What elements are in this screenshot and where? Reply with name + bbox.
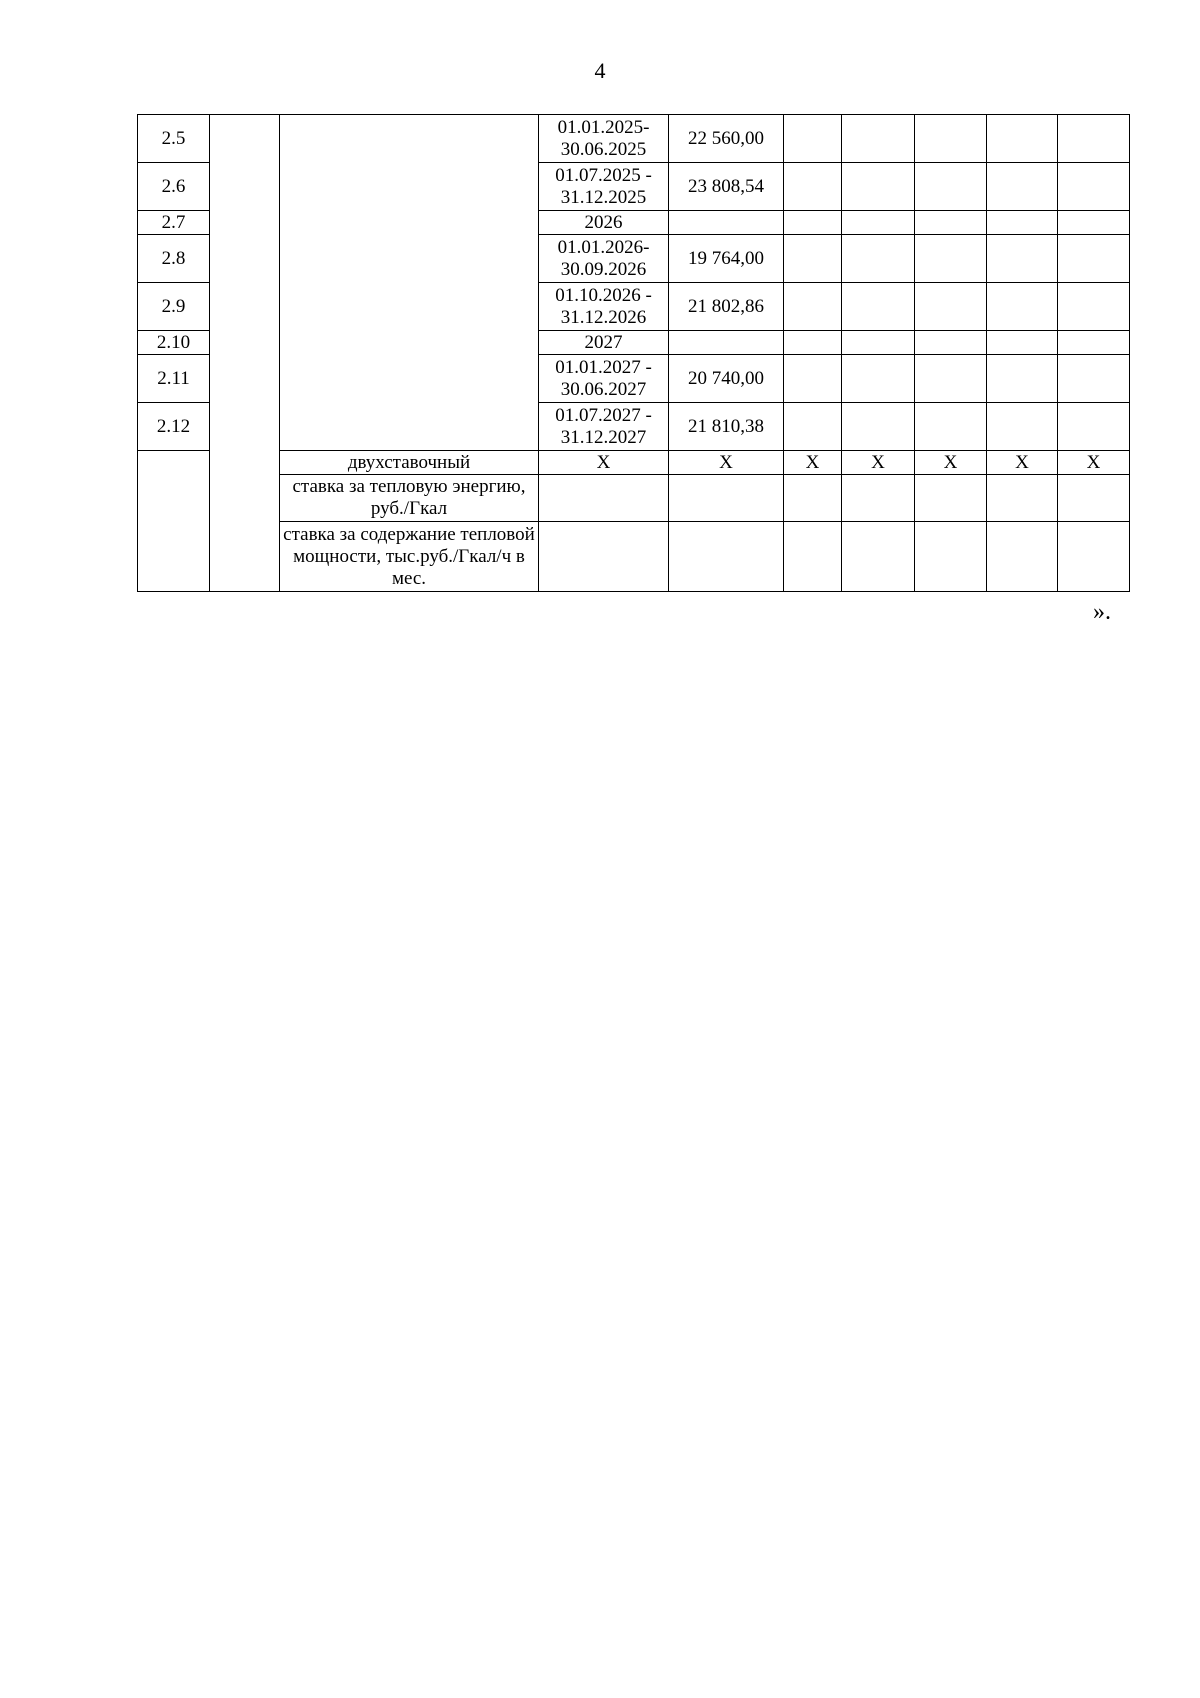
tariff-value: 20 740,00 [669, 355, 784, 403]
x-mark: Х [539, 451, 669, 475]
tariff-table [137, 114, 1130, 592]
row-number: 2.12 [138, 403, 210, 451]
two-rate-label: двухставочный [280, 451, 539, 475]
empty-cell [987, 235, 1058, 283]
empty-cell [915, 475, 987, 522]
empty-cell [784, 522, 842, 592]
empty-cell [784, 331, 842, 355]
row-number: 2.8 [138, 235, 210, 283]
empty-cell [915, 211, 987, 235]
merged-empty-cell [138, 451, 210, 592]
empty-cell [915, 355, 987, 403]
empty-cell [842, 115, 915, 163]
table-row [138, 115, 1130, 163]
row-number: 2.9 [138, 283, 210, 331]
merged-empty-cell [210, 115, 280, 592]
row-number: 2.11 [138, 355, 210, 403]
tariff-value: 23 808,54 [669, 163, 784, 211]
empty-cell [915, 331, 987, 355]
x-mark: Х [987, 451, 1058, 475]
empty-cell [842, 403, 915, 451]
empty-cell [987, 355, 1058, 403]
empty-cell [987, 331, 1058, 355]
two-rate-row [138, 451, 1130, 475]
empty-cell [987, 522, 1058, 592]
empty-cell [842, 355, 915, 403]
row-number: 2.5 [138, 115, 210, 163]
empty-cell [784, 475, 842, 522]
period-cell: 01.07.2027 - 31.12.2027 [539, 403, 669, 451]
closing-quote: ». [1093, 599, 1111, 625]
empty-cell [1058, 475, 1130, 522]
x-mark: Х [784, 451, 842, 475]
empty-cell [784, 115, 842, 163]
row-number: 2.7 [138, 211, 210, 235]
row-number: 2.10 [138, 331, 210, 355]
empty-cell [987, 403, 1058, 451]
empty-cell [1058, 211, 1130, 235]
row-number: 2.6 [138, 163, 210, 211]
period-cell: 01.07.2025 - 31.12.2025 [539, 163, 669, 211]
empty-cell [1058, 355, 1130, 403]
empty-cell [842, 283, 915, 331]
empty-cell [915, 522, 987, 592]
period-cell: 01.10.2026 - 31.12.2026 [539, 283, 669, 331]
period-cell: 2026 [539, 211, 669, 235]
capacity-rate-row [138, 522, 1130, 592]
empty-cell [539, 522, 669, 592]
empty-cell [1058, 235, 1130, 283]
empty-cell [842, 235, 915, 283]
empty-cell [915, 283, 987, 331]
empty-cell [987, 283, 1058, 331]
period-cell: 01.01.2027 - 30.06.2027 [539, 355, 669, 403]
x-mark: Х [915, 451, 987, 475]
tariff-value [669, 211, 784, 235]
empty-cell [1058, 403, 1130, 451]
period-cell: 01.01.2026-30.09.2026 [539, 235, 669, 283]
empty-cell [915, 403, 987, 451]
empty-cell [842, 475, 915, 522]
empty-cell [784, 163, 842, 211]
empty-cell [784, 403, 842, 451]
period-cell: 01.01.2025-30.06.2025 [539, 115, 669, 163]
empty-cell [1058, 115, 1130, 163]
merged-empty-cell [280, 115, 539, 451]
period-cell: 2027 [539, 331, 669, 355]
energy-rate-row [138, 475, 1130, 522]
empty-cell [842, 522, 915, 592]
tariff-value [669, 331, 784, 355]
empty-cell [784, 235, 842, 283]
capacity-rate-label: ставка за содержание тепловой мощности, тыс.руб./Гкал/ч в мес. [280, 522, 539, 592]
empty-cell [669, 475, 784, 522]
energy-rate-label: ставка за тепловую энергию, руб./Гкал [280, 475, 539, 522]
empty-cell [842, 211, 915, 235]
page-number: 4 [594, 58, 606, 83]
tariff-value: 22 560,00 [669, 115, 784, 163]
empty-cell [987, 115, 1058, 163]
x-mark: Х [1058, 451, 1130, 475]
empty-cell [784, 283, 842, 331]
tariff-value: 21 802,86 [669, 283, 784, 331]
empty-cell [915, 235, 987, 283]
empty-cell [539, 475, 669, 522]
empty-cell [1058, 522, 1130, 592]
tariff-value: 19 764,00 [669, 235, 784, 283]
empty-cell [1058, 163, 1130, 211]
empty-cell [1058, 283, 1130, 331]
empty-cell [669, 522, 784, 592]
empty-cell [915, 115, 987, 163]
empty-cell [987, 163, 1058, 211]
empty-cell [784, 355, 842, 403]
x-mark: Х [842, 451, 915, 475]
tariff-value: 21 810,38 [669, 403, 784, 451]
empty-cell [842, 163, 915, 211]
empty-cell [1058, 331, 1130, 355]
empty-cell [987, 475, 1058, 522]
empty-cell [915, 163, 987, 211]
x-mark: Х [669, 451, 784, 475]
empty-cell [842, 331, 915, 355]
empty-cell [987, 211, 1058, 235]
empty-cell [784, 211, 842, 235]
